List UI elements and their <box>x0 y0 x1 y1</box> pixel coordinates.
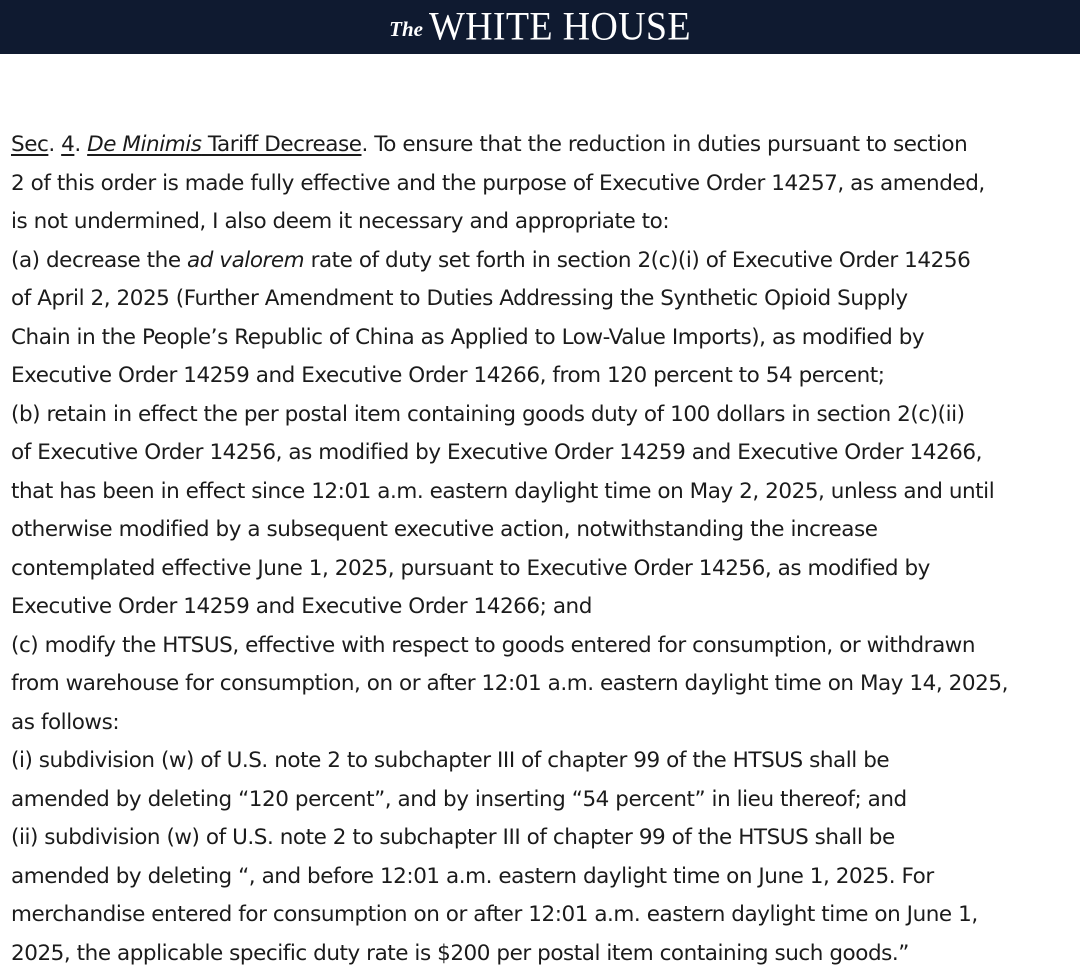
para-a-post: rate of duty set forth in section 2(c)(i) of Executive Order 14256 <box>304 248 970 273</box>
section-title[interactable] <box>87 132 361 157</box>
site-header <box>0 0 1080 54</box>
section-label[interactable]: Sec <box>11 132 48 157</box>
section-heading-line <box>11 126 1069 165</box>
document-body <box>0 54 1069 973</box>
paragraph-ii-line: (ii) subdivision (w) of U.S. note 2 to subchapter III of chapter 99 of the HTSUS shall be <box>11 819 1069 858</box>
text-line: Chain in the People’s Republic of China as Applied to Low-Value Imports), as modified by <box>11 319 1069 358</box>
text-line: amended by deleting “, and before 12:01 a.m. eastern daylight time on June 1, 2025. For <box>11 858 1069 897</box>
section-number-dot: . <box>74 132 87 157</box>
text-line: as follows: <box>11 704 1069 743</box>
text-line: otherwise modified by a subsequent executive action, notwithstanding the increase <box>11 511 1069 550</box>
text-line: that has been in effect since 12:01 a.m. eastern daylight time on May 2, 2025, unless and until <box>11 473 1069 512</box>
brand-prefix: The <box>389 17 423 42</box>
brand-name: WHITE HOUSE <box>429 4 691 51</box>
paragraph-a-line <box>11 242 1069 281</box>
paragraph-b-line: (b) retain in effect the per postal item containing goods duty of 100 dollars in section 2(c)(ii) <box>11 396 1069 435</box>
text-line: Executive Order 14259 and Executive Order 14266; and <box>11 588 1069 627</box>
text-line: is not undermined, I also deem it necessary and appropriate to: <box>11 203 1069 242</box>
section-intro-text: . To ensure that the reduction in duties pursuant to section <box>362 132 968 157</box>
text-line: amended by deleting “120 percent”, and by inserting “54 percent” in lieu thereof; and <box>11 781 1069 820</box>
text-line: merchandise entered for consumption on or after 12:01 a.m. eastern daylight time on June 1, <box>11 896 1069 935</box>
text-line: 2 of this order is made fully effective and the purpose of Executive Order 14257, as amended, <box>11 165 1069 204</box>
section-label-dot: . <box>48 132 61 157</box>
para-a-pre: (a) decrease the <box>11 248 187 273</box>
text-line: 2025, the applicable specific duty rate is $200 per postal item containing such goods.” <box>11 935 1069 973</box>
paragraph-c-line: (c) modify the HTSUS, effective with respect to goods entered for consumption, or withdrawn <box>11 627 1069 666</box>
paragraph-i-line: (i) subdivision (w) of U.S. note 2 to subchapter III of chapter 99 of the HTSUS shall be <box>11 742 1069 781</box>
text-line: contemplated effective June 1, 2025, pursuant to Executive Order 14256, as modified by <box>11 550 1069 589</box>
para-a-italic: ad valorem <box>187 248 304 273</box>
section-number[interactable]: 4 <box>61 132 74 157</box>
text-line: Executive Order 14259 and Executive Order 14266, from 120 percent to 54 percent; <box>11 357 1069 396</box>
text-line: of Executive Order 14256, as modified by Executive Order 14259 and Executive Order 14266, <box>11 434 1069 473</box>
section-title-rest: Tariff Decrease <box>202 132 362 157</box>
text-line: of April 2, 2025 (Further Amendment to Duties Addressing the Synthetic Opioid Supply <box>11 280 1069 319</box>
text-line: from warehouse for consumption, on or after 12:01 a.m. eastern daylight time on May 14, 2025, <box>11 665 1069 704</box>
section-title-italic: De Minimis <box>87 132 201 157</box>
